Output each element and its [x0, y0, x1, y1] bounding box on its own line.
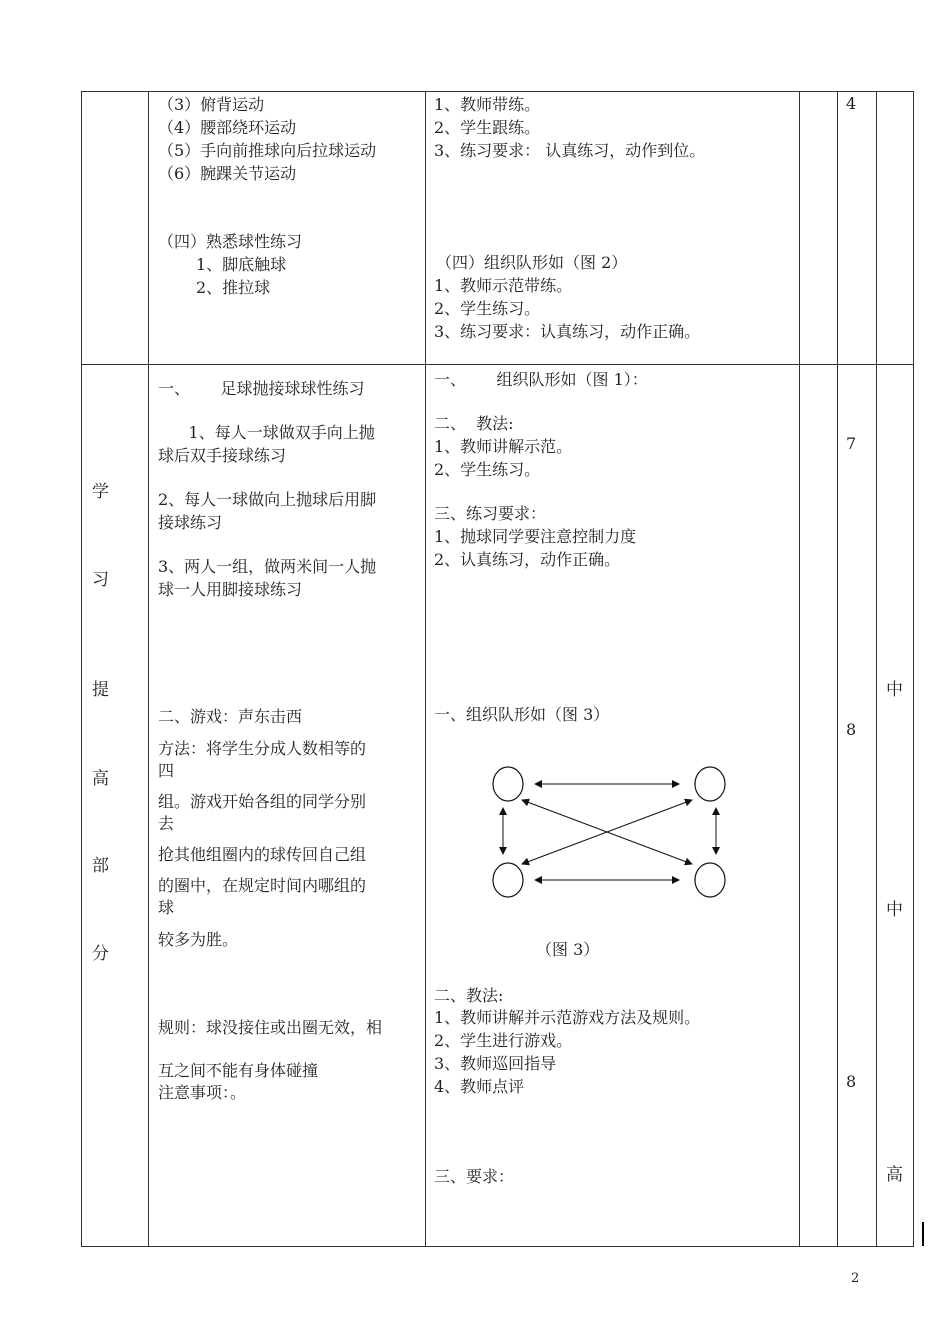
- row1-method-line: 3、练习要求： 认真练习，动作到位。: [434, 141, 706, 160]
- row2-game-line: 方法：将学生分成人数相等的: [158, 739, 367, 758]
- row2-content-a-line: 一、 足球抛接球球性练习: [158, 379, 365, 398]
- table-right-border: [913, 91, 914, 1247]
- row1-content-line: （4）腰部绕环运动: [158, 118, 297, 137]
- table-top-border: [81, 91, 914, 92]
- circle-top-left: [493, 767, 523, 801]
- row2-method-c-line: 4、教师点评: [434, 1077, 525, 1096]
- row1-subsection-item: 2、推拉球: [196, 278, 271, 297]
- row1-content-line: （5）手向前推球向后拉球运动: [158, 141, 377, 160]
- row2-method-a-line: 2、认真练习，动作正确。: [434, 550, 621, 569]
- row1-method-sub-line: 3、练习要求：认真练习，动作正确。: [434, 322, 701, 341]
- table-row-divider: [81, 364, 914, 365]
- row2-method-c-line: 三、要求：: [434, 1167, 515, 1186]
- row1-subsection-item: 1、脚底触球: [196, 255, 287, 274]
- row2-game-line: 二、游戏：声东击西: [158, 707, 303, 726]
- circle-bottom-right: [695, 863, 725, 897]
- row2-game-line: 抢其他组圈内的球传回自己组: [158, 845, 367, 864]
- table-col-divider-3: [799, 91, 800, 1247]
- row2-game-line: 球: [158, 898, 175, 917]
- row2-method-c-line: 2、学生进行游戏。: [434, 1031, 573, 1050]
- row2-content-a-line: 1、每人一球做双手向上抛: [158, 423, 375, 442]
- section-label-char: 部: [92, 856, 109, 876]
- row2-content-a-line: 3、两人一组，做两米间一人抛: [158, 557, 377, 576]
- row2-method-a-line: 2、学生练习。: [434, 460, 541, 479]
- row2-method-a-line: 1、抛球同学要注意控制力度: [434, 527, 637, 546]
- row2-intensity: 中: [886, 900, 903, 920]
- row2-method-b-title: 一、组织队形如（图 3）: [434, 705, 610, 724]
- row1-content-line: （6）腕踝关节运动: [158, 164, 297, 183]
- row1-time: 4: [846, 94, 857, 113]
- row1-method-sub-line: （四）组织队形如（图 2）: [436, 253, 628, 272]
- row2-method-c-line: 1、教师讲解并示范游戏方法及规则。: [434, 1008, 701, 1027]
- row2-content-a-line: 球一人用脚接球练习: [158, 580, 303, 599]
- circle-bottom-left: [493, 863, 523, 897]
- row2-intensity: 高: [886, 1165, 903, 1185]
- row2-method-c-line: 3、教师巡回指导: [434, 1054, 557, 1073]
- row2-content-a-line: 球后双手接球练习: [158, 446, 287, 465]
- row2-game-line: 四: [158, 761, 175, 780]
- arrow-diagonal-2: [522, 800, 692, 864]
- row1-method-line: 1、教师带练。: [434, 95, 541, 114]
- table-col-divider-2: [425, 91, 426, 1247]
- table-col-divider-1: [148, 91, 149, 1247]
- page-number: 2: [851, 1271, 860, 1286]
- row2-method-a-line: 三、练习要求：: [434, 504, 547, 523]
- row2-game-line: 注意事项：。: [158, 1083, 247, 1102]
- circle-top-right: [695, 767, 725, 801]
- row2-game-line: 互之间不能有身体碰撞: [158, 1061, 319, 1080]
- row2-game-line: 规则：球没接住或出圈无效，相: [158, 1018, 383, 1037]
- row2-time: 8: [846, 720, 857, 739]
- row2-method-a-line: 二、 教法:: [434, 414, 514, 433]
- row2-method-a-line: 一、 组织队形如（图 1）：: [434, 370, 648, 389]
- section-label-char: 学: [92, 482, 109, 502]
- row2-content-a-line: 接球练习: [158, 513, 223, 532]
- row1-subsection-title: （四）熟悉球性练习: [158, 232, 303, 251]
- table-col-divider-4: [837, 91, 838, 1247]
- row2-method-a-line: 1、教师讲解示范。: [434, 437, 573, 456]
- row2-game-line: 去: [158, 814, 175, 833]
- section-label-char: 高: [92, 769, 109, 789]
- row2-game-line: 组。游戏开始各组的同学分别: [158, 792, 367, 811]
- arrow-diagonal-1: [522, 800, 692, 864]
- section-label-char: 分: [92, 944, 109, 964]
- row1-content-line: （3）俯背运动: [158, 95, 265, 114]
- row1-method-sub-line: 1、教师示范带练。: [434, 276, 573, 295]
- section-label-char: 习: [92, 570, 109, 590]
- section-label-char: 提: [92, 680, 109, 700]
- row1-method-line: 2、学生跟练。: [434, 118, 541, 137]
- row2-method-c-line: 二、教法:: [434, 986, 504, 1005]
- table-left-border: [81, 91, 82, 1247]
- row2-time: 8: [846, 1072, 857, 1091]
- row2-intensity: 中: [886, 680, 903, 700]
- row2-time: 7: [846, 434, 857, 453]
- table-col-divider-5: [876, 91, 877, 1247]
- figure-3-caption: （图 3）: [536, 940, 600, 959]
- cursor-mark: [922, 1222, 924, 1246]
- table-bottom-border: [81, 1246, 914, 1247]
- row2-game-line: 较多为胜。: [158, 930, 239, 949]
- row1-method-sub-line: 2、学生练习。: [434, 299, 541, 318]
- row2-content-a-line: 2、每人一球做向上抛球后用脚: [158, 490, 377, 509]
- row2-game-line: 的圈中，在规定时间内哪组的: [158, 876, 367, 895]
